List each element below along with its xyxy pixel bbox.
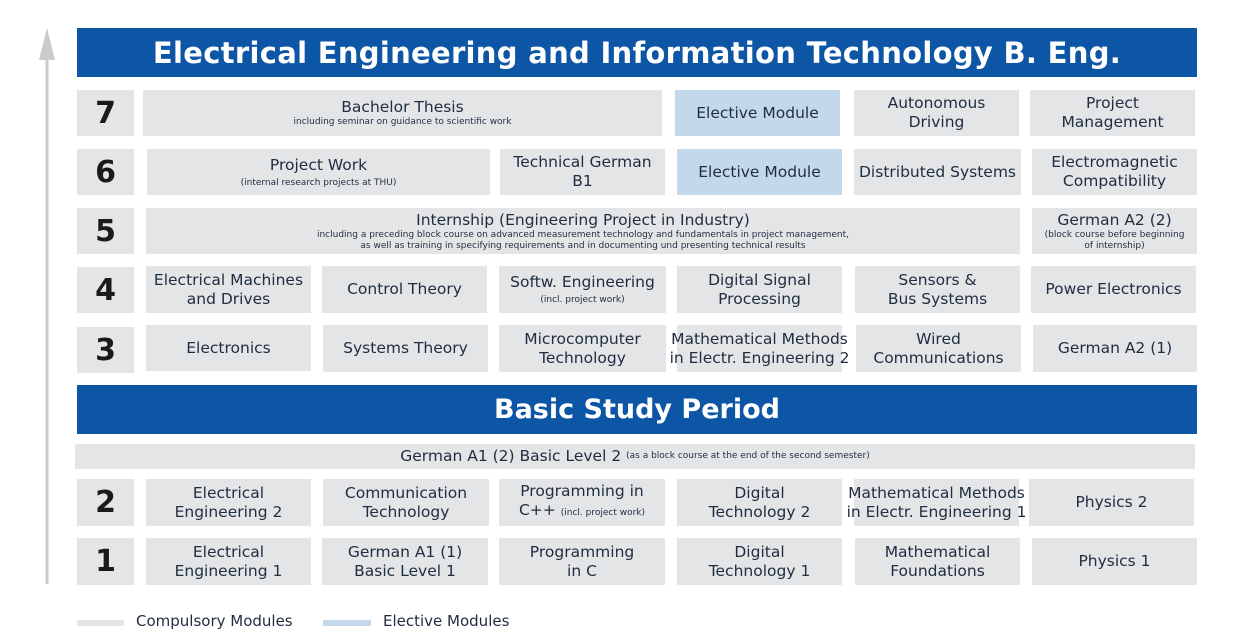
module-electronics: Electronics — [146, 325, 311, 371]
module-german-a1-2: German A1 (2) Basic Level 2 (as a block course at the end of the second semester) — [75, 444, 1195, 469]
module-power-electronics: Power Electronics — [1031, 266, 1196, 313]
module-math-methods-2: Mathematical Methods in Electr. Engineering 2 — [677, 325, 842, 372]
semester-7-label: 7 — [77, 90, 134, 136]
module-german-a1-1: German A1 (1) Basic Level 1 — [322, 538, 488, 585]
module-bachelor-thesis — [143, 90, 662, 136]
module-elective-6: Elective Module — [677, 149, 842, 195]
legend-compulsory-label: Compulsory Modules — [136, 612, 293, 630]
legend-elective-swatch — [323, 620, 371, 626]
module-distributed-systems: Distributed Systems — [854, 149, 1021, 195]
module-dsp: Digital Signal Processing — [677, 266, 842, 313]
module-physics-2: Physics 2 — [1029, 479, 1194, 526]
semester-3-label: 3 — [77, 327, 134, 373]
module-math-methods-1: Mathematical Methods in Electr. Engineering 1 — [854, 479, 1019, 526]
module-electrical-machines: Electrical Machines and Drives — [146, 266, 311, 313]
progression-arrow-icon — [36, 28, 58, 586]
program-title: Electrical Engineering and Information Technology B. Eng. — [152, 35, 1122, 70]
module-title: Bachelor Thesis — [341, 98, 464, 116]
module-technical-german: Technical German B1 — [500, 149, 665, 195]
module-digital-technology-2: Digital Technology 2 — [677, 479, 842, 526]
module-note: including seminar on guidance to scientific work — [293, 117, 512, 127]
basic-study-period-banner: Basic Study Period — [77, 385, 1197, 434]
module-software-engineering: Softw. Engineering (incl. project work) — [499, 266, 666, 313]
legend-compulsory-swatch — [77, 620, 124, 626]
module-project-management: Project Management — [1030, 90, 1195, 136]
module-german-a2-1: German A2 (1) — [1033, 325, 1197, 372]
module-emc: Electromagnetic Compatibility — [1032, 149, 1197, 195]
module-microcomputer: Microcomputer Technology — [499, 325, 666, 372]
module-project-work: Project Work (internal research projects at THU) — [147, 149, 490, 195]
module-physics-1: Physics 1 — [1032, 538, 1197, 585]
semester-2-label: 2 — [77, 479, 134, 526]
module-elective-7: Elective Module — [675, 90, 840, 136]
module-programming-c: Programming in C — [499, 538, 665, 585]
module-programming-cpp: Programming in C++ (incl. project work) — [499, 479, 665, 526]
semester-4-label: 4 — [77, 267, 134, 313]
program-title-banner — [77, 28, 1197, 77]
module-wired-communications: Wired Communications — [856, 325, 1021, 372]
semester-6-label: 6 — [77, 149, 134, 195]
semester-5-label: 5 — [77, 208, 134, 254]
module-autonomous-driving: Autonomous Driving — [854, 90, 1019, 136]
module-math-foundations: Mathematical Foundations — [855, 538, 1020, 585]
semester-1-label: 1 — [77, 538, 134, 585]
legend-elective-label: Elective Modules — [383, 612, 510, 630]
module-german-a2-2: German A2 (2) (block course before beginning of internship) — [1032, 208, 1197, 254]
module-electrical-engineering-2: Electrical Engineering 2 — [146, 479, 311, 526]
module-systems-theory: Systems Theory — [323, 325, 488, 372]
module-internship: Internship (Engineering Project in Industry) including a preceding block course on advanced measurement technology and fundamentals in project management, as well as training in specifying requirements and in documenting und presenting technical results — [146, 208, 1020, 254]
module-digital-technology-1: Digital Technology 1 — [677, 538, 842, 585]
module-control-theory: Control Theory — [322, 266, 487, 313]
module-sensors: Sensors & Bus Systems — [855, 266, 1020, 313]
module-communication-technology: Communication Technology — [323, 479, 489, 526]
module-electrical-engineering-1: Electrical Engineering 1 — [146, 538, 311, 585]
